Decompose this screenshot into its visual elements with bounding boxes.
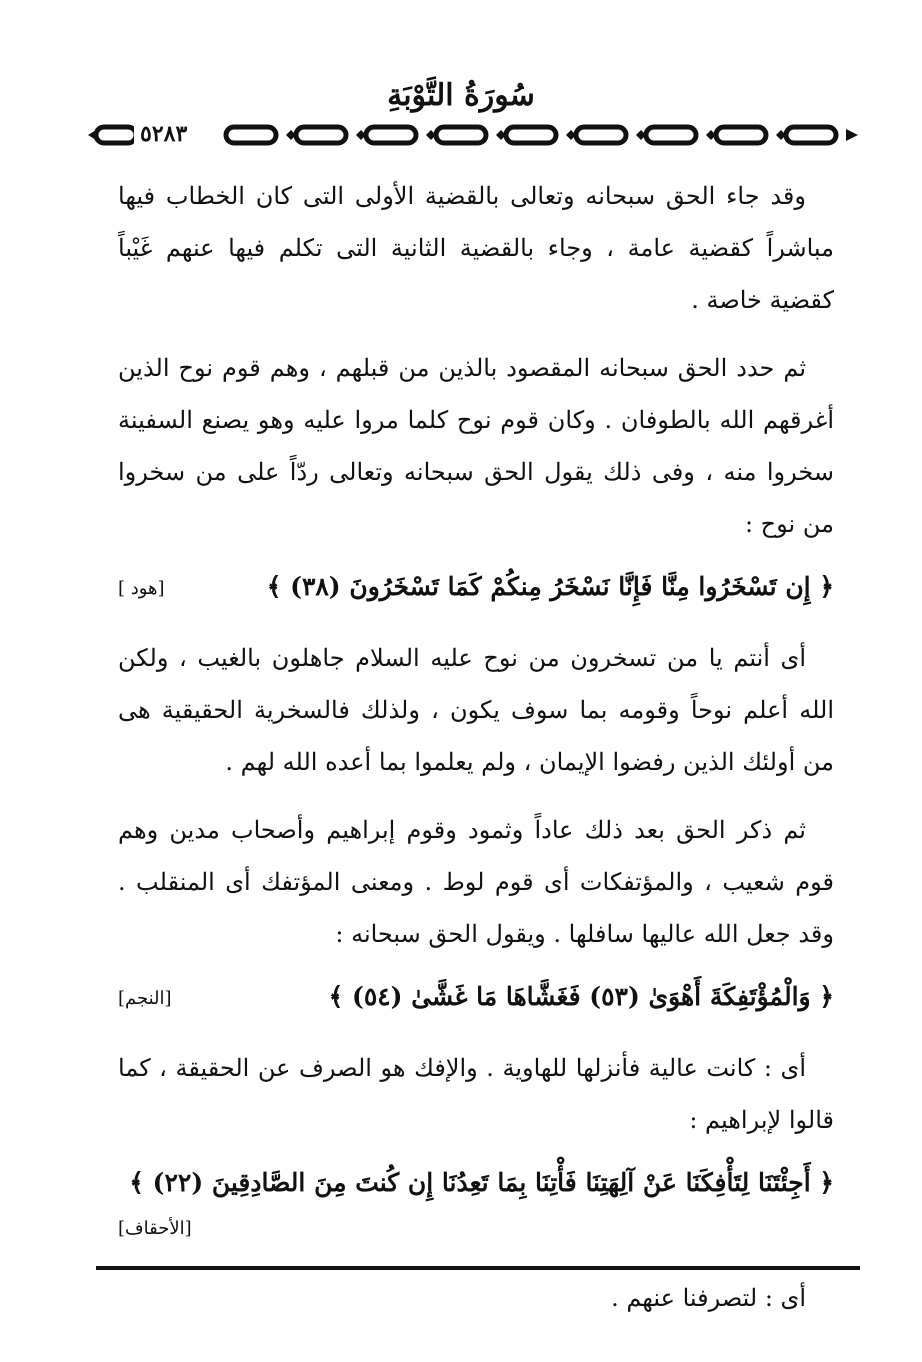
verse-reference-1: [هود ] — [118, 578, 165, 599]
verse-block-2 — [118, 976, 834, 1032]
page-content — [118, 170, 834, 1340]
bottom-rule — [96, 1266, 860, 1270]
paragraph-4: ثم ذكر الحق بعد ذلك عاداً وثمود وقوم إبراهيم وأصحاب مدين وهم قوم شعيب ، والمؤتفكات أى قوم لوط . ومعنى المؤتفك أى المنقلب . وقد جعل الله عاليها سافلها . ويقول الحق سبحانه : — [118, 816, 834, 948]
paragraph-2: ثم حدد الحق سبحانه المقصود بالذين من قبلهم ، وهم قوم نوح الذين أغرقهم الله بالطوفان . وكان قوم نوح كلما مروا عليه وهو يصنع السفينة سخروا منه ، وفى ذلك يقول الحق سبحانه وتعالى ردّاً على من سخروا من نوح : — [118, 354, 834, 538]
verse-block-3 — [118, 1162, 834, 1262]
surah-title: سُورَةُ التَّوْبَةِ — [387, 78, 535, 113]
verse-reference-3: [الأحقاف] — [118, 1218, 192, 1239]
verse-reference-2: [النجم] — [118, 988, 172, 1009]
paragraph-5: أى : كانت عالية فأنزلها للهاوية . والإفك هو الصرف عن الحقيقة ، كما قالوا لإبراهيم : — [118, 1054, 834, 1134]
verse-block-1 — [118, 566, 834, 622]
quran-verse-1: ﴿ إِن تَسْخَرُوا مِنَّا فَإِنَّا نَسْخَرُ مِنكُمْ كَمَا تَسْخَرُونَ (٣٨) ﴾ — [266, 572, 834, 601]
paragraph-6: أى : لتصرفنا عنهم . — [611, 1284, 806, 1312]
ornament-border — [88, 122, 858, 148]
page-number: ٥٢٨٣ — [134, 119, 193, 149]
quran-verse-2: ﴿ وَالْمُؤْتَفِكَةَ أَهْوَىٰ (٥٣) فَغَشَّاهَا مَا غَشَّىٰ (٥٤) ﴾ — [328, 982, 834, 1011]
paragraph-3: أى أنتم يا من تسخرون من نوح عليه السلام جاهلون بالغيب ، ولكن الله أعلم نوحاً وقومه بما سوف يكون ، ولذلك فالسخرية الحقيقية هى من أولئك الذين رفضوا الإيمان ، ولم يعلموا بما أعده الله لهم . — [118, 644, 835, 776]
paragraph-1: وقد جاء الحق سبحانه وتعالى بالقضية الأولى التى كان الخطاب فيها مباشراً كقضية عامة ، وجاء بالقضية الثانية التى تكلم فيها عنهم غَيْباً كقضية خاصة . — [118, 182, 835, 314]
quran-verse-3: ﴿ أَجِئْتَنَا لِتَأْفِكَنَا عَنْ آلِهَتِنَا فَأْتِنَا بِمَا تَعِدُنَا إِن كُنتَ مِنَ الصَّادِقِينَ (٢٢) ﴾ — [129, 1168, 834, 1197]
